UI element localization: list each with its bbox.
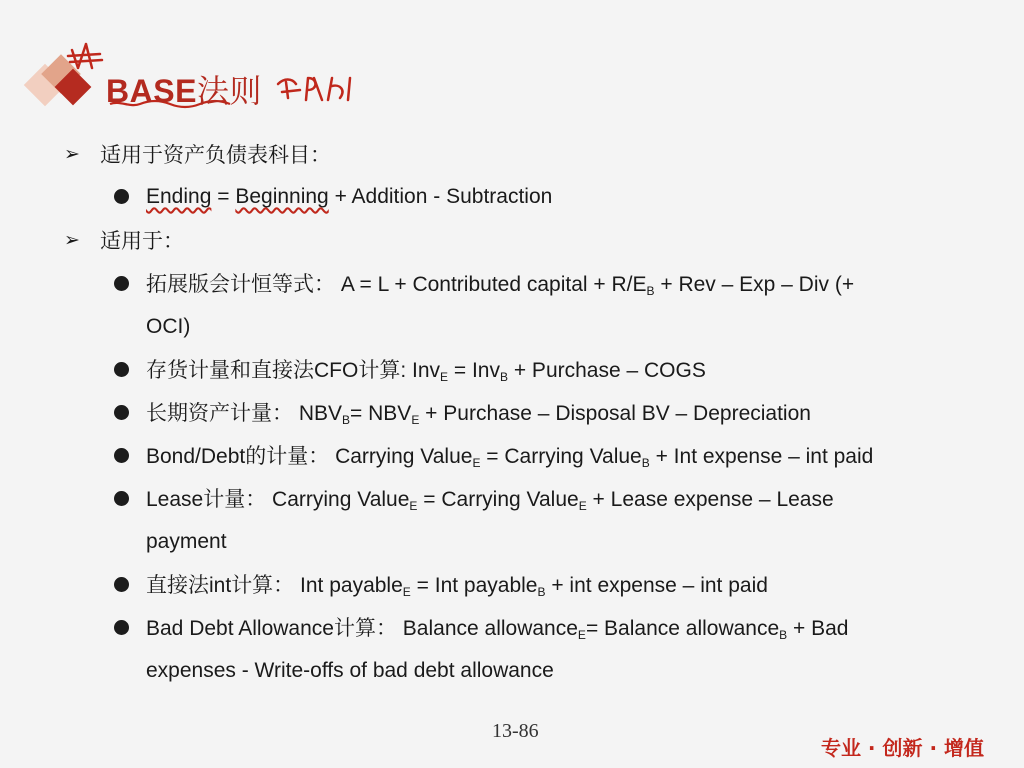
- bullet-bond-debt: Bond/Debt的计量： Carrying Value$_E$ = Carrying Value$_B$ + Int expense – int paid: [146, 444, 874, 470]
- bullet-lease: Lease计量： Carrying Value$_E$ = Carrying Value$_E$ + Lease expense – Lease: [146, 487, 834, 513]
- bullet-bad-debt: Bad Debt Allowance计算： Balance allowance$_E$= Balance allowance$_B$ + Bad: [146, 616, 849, 642]
- arrow-bullet-icon: ➢: [64, 144, 80, 165]
- bullet-dot-icon: [114, 276, 129, 291]
- bullet-dot-icon: [114, 491, 129, 506]
- page-number: 13-86: [492, 720, 539, 742]
- section-heading-applies: 适用于：: [100, 229, 184, 253]
- bullet-bad-debt-cont: expenses - Write-offs of bad debt allowance: [146, 659, 554, 682]
- title-chinese: 法则: [196, 72, 262, 110]
- bullet-dot-icon: [114, 362, 129, 377]
- bullet-dot-icon: [114, 189, 129, 204]
- bullet-dot-icon: [114, 448, 129, 463]
- bullet-extended-equation-cont: OCI): [146, 315, 191, 338]
- bullet-int-payable: 直接法int计算： Int payable$_E$ = Int payable$_B$ + int expense – int paid: [146, 573, 768, 599]
- bullet-extended-equation: 拓展版会计恒等式： A = L + Contributed capital + $R/E_B$ + Rev – Exp – Div (+: [146, 272, 855, 298]
- beginning-word: Beginning: [235, 185, 329, 208]
- section-heading-balance-sheet: 适用于资产负债表科目：: [100, 143, 331, 167]
- bullet-dot-icon: [114, 405, 129, 420]
- bullet-dot-icon: [114, 577, 129, 592]
- formula-ending: Ending = Beginning + Addition - Subtraction: [146, 185, 553, 208]
- brand-slogan: 专业 · 创新 · 增值: [820, 736, 984, 760]
- bullet-dot-icon: [114, 620, 129, 635]
- bullet-long-term-assets: 长期资产计量： $NBV_B= NBV_E$ + Purchase – Disposal BV – Depreciation: [146, 401, 811, 427]
- page-title: [106, 66, 262, 112]
- ending-word: Ending: [146, 185, 212, 208]
- bullet-lease-cont: payment: [146, 530, 227, 553]
- arrow-bullet-icon: ➢: [64, 230, 80, 251]
- title-latin: BASE: [106, 73, 197, 109]
- bullet-inventory: 存货计量和直接法CFO计算: Inv$_E$ = Inv$_B$ + Purchase – COGS: [146, 358, 706, 384]
